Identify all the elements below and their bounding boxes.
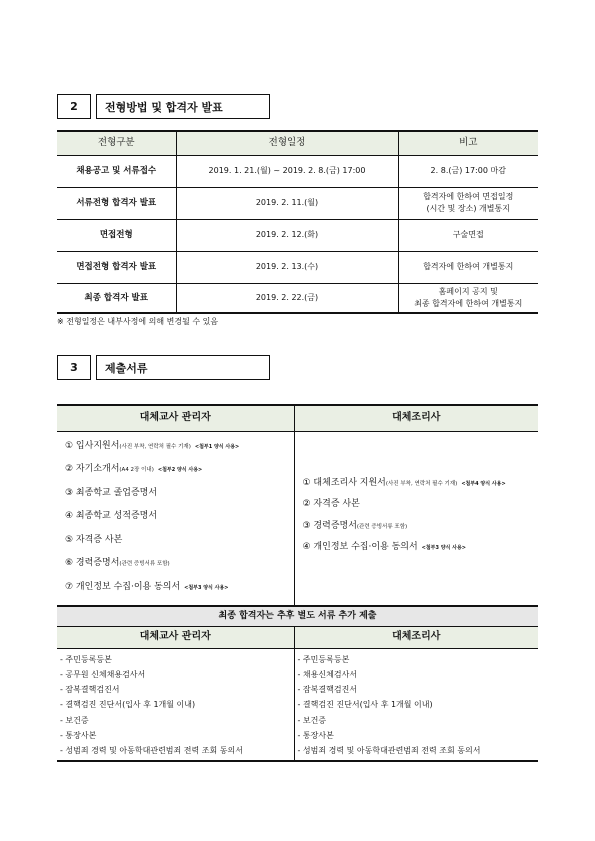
table-row [57, 648, 538, 761]
item-tag: <첨부3 양식 사용> [184, 585, 229, 592]
table-caption-row [57, 606, 538, 626]
section-number: 2 [57, 94, 91, 119]
item-sub: (사진 부착, 연락처 필수 기재) [385, 480, 458, 487]
table-row [57, 283, 538, 313]
stage-cell: 면접전형 합격자 발표 [57, 251, 176, 283]
note-line: 홈페이지 공지 및 [438, 287, 498, 297]
list-item: - 채용신체검사서 [297, 669, 358, 679]
table-row [57, 155, 538, 187]
note-line: 최종 합격자에 한하여 개별통지 [414, 298, 523, 308]
date-cell: 2019. 2. 12.(화) [176, 219, 398, 251]
schedule-table [57, 130, 538, 314]
list-item: - 결핵검진 진단서(입사 후 1개월 이내) [60, 700, 196, 710]
list-item [65, 580, 294, 604]
date-cell: 2019. 2. 22.(금) [176, 283, 398, 313]
list-item: - 주민등록등본 [297, 654, 350, 664]
column-header: 비고 [398, 131, 538, 155]
note-cell [398, 283, 538, 313]
date-cell: 2019. 1. 21.(월) ~ 2019. 2. 8.(금) 17:00 [176, 155, 398, 187]
note-line: 구술면접 [452, 230, 484, 240]
list-item: - 결핵검진 진단서(입사 후 1개월 이내) [297, 700, 433, 710]
section-title: 제출서류 [96, 355, 270, 380]
cook-final-docs [294, 648, 538, 761]
column-header: 전형구분 [57, 131, 176, 155]
teacher-manager-final-docs [57, 648, 294, 761]
list-item [65, 439, 294, 463]
column-header: 대체조리사 [294, 626, 538, 648]
list-item: - 잠복결핵검진서 [60, 685, 120, 695]
item-sub: (사진 부착, 연락처 필수 기재) [119, 443, 191, 450]
note-line: (시간 및 장소) 개별통지 [426, 204, 510, 213]
list-item [303, 540, 539, 562]
date-cell: 2019. 2. 11.(월) [176, 187, 398, 219]
stage-cell: 최종 합격자 발표 [84, 292, 148, 303]
list-item: - 공무원 신체채용검사서 [60, 669, 146, 679]
list-item: - 성범죄 경력 및 아동학대관련범죄 전력 조회 동의서 [60, 746, 243, 756]
table-row [57, 219, 538, 251]
section-3-heading [57, 355, 270, 380]
section-number: 3 [57, 355, 91, 380]
table-header-row [57, 626, 538, 648]
item-sub: (A4 2장 이내) [119, 467, 154, 474]
note-cell [398, 187, 538, 219]
item-tag: <첨부1 양식 사용> [194, 443, 240, 450]
section-2-heading [57, 94, 270, 119]
list-item: - 주민등록등본 [60, 654, 112, 664]
item-sub: (관련 증빙서류 포함) [119, 561, 170, 568]
list-item [303, 519, 539, 541]
table-row [57, 187, 538, 219]
list-item [65, 556, 294, 580]
list-item [65, 486, 294, 510]
item-text: ② 자격증 사본 [302, 499, 360, 509]
stage-cell: 서류전형 합격자 발표 [57, 187, 176, 219]
item-text: ① 입사지원서 [65, 440, 120, 451]
list-item: - 보건증 [297, 715, 327, 725]
cook-docs [294, 431, 538, 617]
column-header: 대체교사 관리자 [57, 626, 294, 648]
table-caption: 최종 합격자는 추후 별도 서류 추가 제출 [57, 606, 538, 626]
item-sub: (관련 증빙서류 포함) [356, 523, 408, 530]
date-cell: 2019. 2. 13.(수) [176, 251, 398, 283]
note-line: 합격자에 한하여 면접일정 [423, 192, 514, 202]
table-header-row [57, 405, 538, 431]
column-header: 대체교사 관리자 [57, 405, 294, 431]
note-cell [398, 219, 538, 251]
item-text: ⑤ 자격증 사본 [65, 534, 123, 545]
list-item [65, 533, 294, 557]
list-item [303, 476, 539, 498]
item-text: ① 대체조리사 지원서 [302, 477, 386, 488]
item-text: ③ 경력증명서 [302, 520, 357, 531]
list-item: - 성범죄 경력 및 아동학대관련범죄 전력 조회 동의서 [297, 746, 481, 756]
section-title: 전형방법 및 합격자 발표 [96, 94, 270, 119]
list-item: - 보건증 [60, 715, 89, 725]
column-header: 대체조리사 [294, 405, 538, 431]
list-item [303, 497, 539, 519]
item-text: ④ 개인정보 수집·이용 동의서 [302, 542, 418, 552]
schedule-footnote: ※ 전형일정은 내부사정에 의해 변경될 수 있음 [57, 317, 219, 326]
stage-cell: 채용공고 및 서류접수 [57, 155, 176, 187]
column-header: 전형일정 [176, 131, 398, 155]
list-item: - 통장사본 [60, 730, 97, 740]
item-tag: <첨부4 양식 사용> [461, 480, 506, 487]
list-item: - 통장사본 [297, 730, 334, 740]
item-text: ③ 최종학교 졸업증명서 [65, 487, 158, 498]
note-cell [398, 251, 538, 283]
list-item: - 잠복결핵검진서 [297, 685, 358, 695]
teacher-manager-docs [57, 431, 294, 617]
list-item [65, 462, 294, 486]
table-row [57, 431, 538, 617]
stage-cell: 면접전형 [57, 219, 176, 251]
item-text: ② 자기소개서 [65, 464, 120, 475]
final-documents-table [57, 605, 538, 762]
table-row [57, 251, 538, 283]
item-tag: <첨부3 양식 사용> [421, 545, 466, 551]
item-text: ⑥ 경력증명서 [65, 558, 120, 569]
item-text: ⑦ 개인정보 수집·이용 동의서 [65, 582, 181, 593]
documents-table [57, 404, 538, 618]
item-tag: <첨부2 양식 사용> [157, 467, 203, 474]
item-text: ④ 최종학교 성적증명서 [65, 511, 158, 522]
list-item [65, 509, 294, 533]
note-line: 2. 8.(금) 17:00 마감 [430, 166, 506, 176]
table-header-row [57, 131, 538, 155]
note-cell [398, 155, 538, 187]
note-line: 합격자에 한하여 개별통지 [423, 262, 514, 272]
